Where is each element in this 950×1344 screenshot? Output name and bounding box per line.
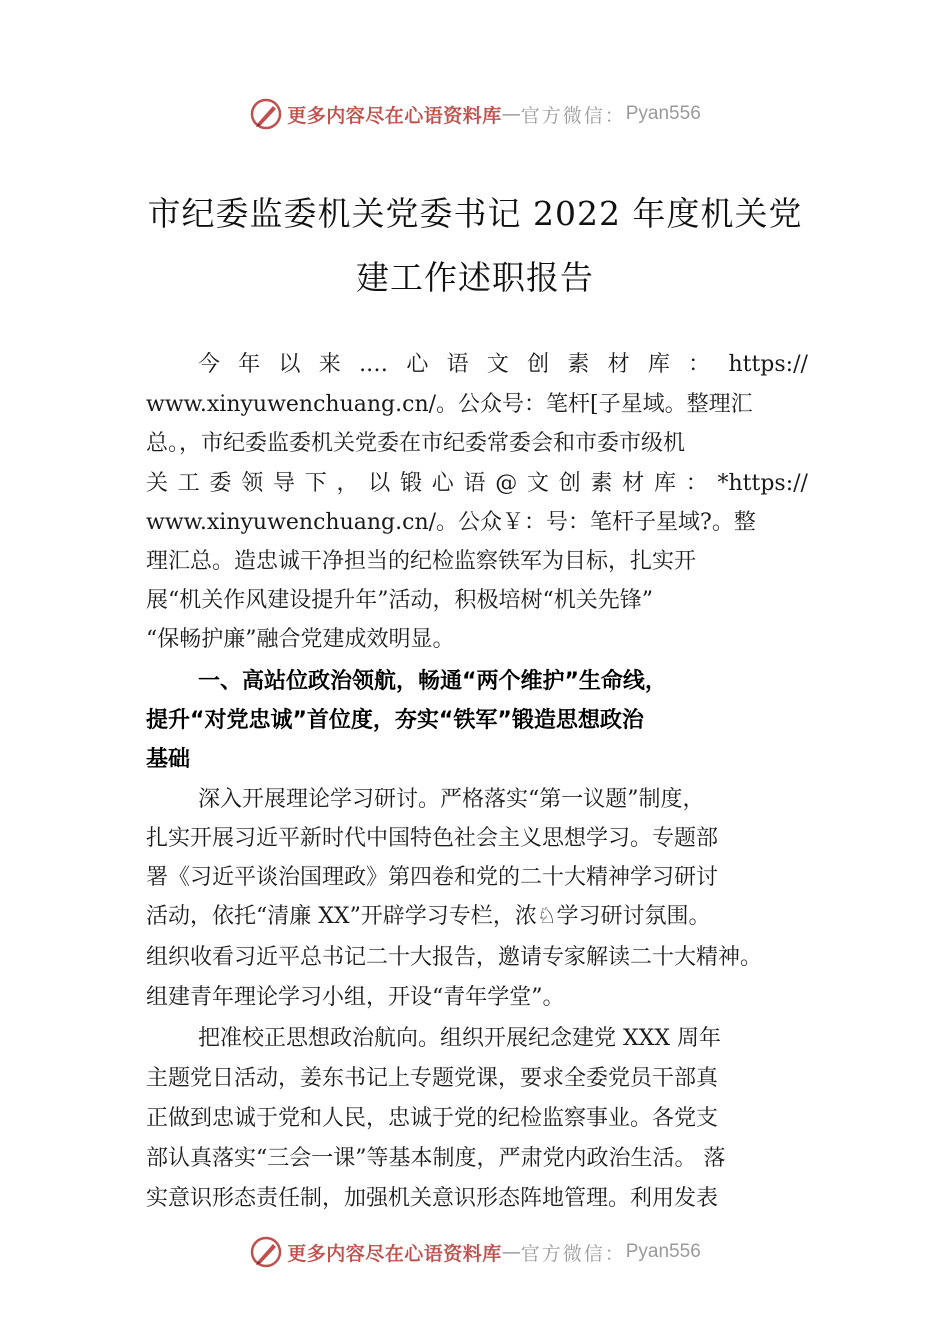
intro-line-5: www.xinyuwenchuang.cn/。公众￥：号：笔杆子星域?。整 bbox=[146, 510, 756, 535]
pen-logo-icon bbox=[249, 1235, 283, 1269]
header-banner bbox=[0, 94, 950, 134]
banner-wechat-id: Pyan556 bbox=[625, 103, 701, 124]
para2-line-3: 正做到忠诚于党和人民，忠诚于党的纪检监察事业。各党支 bbox=[146, 1106, 719, 1131]
para1-line-4: 活动，依托“清廉 XX”开辟学习专栏，浓♘学习研讨氛围。 bbox=[146, 904, 711, 929]
para2-line-2: 主题党日活动，姜东书记上专题党课，要求全委党员干部真 bbox=[146, 1066, 719, 1091]
footer-wechat-label: 官方微信： bbox=[520, 1242, 626, 1265]
para2-line-5: 实意识形态责任制，加强机关意识形态阵地管理。利用发表 bbox=[146, 1186, 719, 1211]
para2-line-4: 部认真落实“三会一课”等基本制度，严肃党内政治生活。 落 bbox=[146, 1146, 726, 1171]
section-heading-line-2: 提升“对党忠诚”首位度，夯实“铁军”锻造思想政治 bbox=[146, 708, 644, 733]
banner-separator: — bbox=[501, 103, 521, 125]
document-title-line-1: 市纪委监委机关党委书记 2022 年度机关党 bbox=[147, 194, 803, 233]
document-title-line-2: 建工作述职报告 bbox=[356, 258, 594, 297]
footer-banner bbox=[0, 1232, 950, 1272]
para2-line-1: 把准校正思想政治航向。组织开展纪念建党 XXX 周年 bbox=[198, 1026, 721, 1051]
footer-brand: 更多内容尽在心语资料库 bbox=[287, 1242, 502, 1265]
para1-line-2: 扎实开展习近平新时代中国特色社会主义思想学习。专题部 bbox=[146, 826, 719, 851]
banner-wechat-label: 官方微信： bbox=[520, 104, 626, 127]
footer-separator: — bbox=[501, 1241, 521, 1263]
para1-line-6: 组建青年理论学习小组，开设“青年学堂”。 bbox=[146, 985, 565, 1010]
intro-line-8: “保畅护廉”融合党建成效明显。 bbox=[146, 627, 455, 652]
intro-line-7: 展“机关作风建设提升年”活动，积极培树“机关先锋” bbox=[146, 588, 653, 613]
para1-line-5: 组织收看习近平总书记二十大报告，邀请专家解读二十大精神。 bbox=[146, 945, 763, 970]
intro-line-2: www.xinyuwenchuang.cn/。公众号：笔杆[子星域。整理汇 bbox=[146, 392, 753, 417]
intro-line-4: 关 工 委 领 导 下 ， 以 锻 心 语 @ 文 创 素 材 库 ： *https:// bbox=[146, 471, 808, 496]
intro-line-1: 今 年 以 来 .… 心 语 文 创 素 材 库 ： https:// bbox=[198, 352, 808, 377]
section-heading-line-1: 一、高站位政治领航，畅通“两个维护”生命线， bbox=[198, 669, 667, 694]
intro-line-3: 总。，市纪委监委机关党委在市纪委常委会和市委市级机 bbox=[146, 431, 686, 456]
para1-line-1: 深入开展理论学习研讨。严格落实“第一议题”制度， bbox=[198, 787, 705, 812]
footer-wechat-id: Pyan556 bbox=[625, 1241, 701, 1262]
para1-line-3: 署《习近平谈治国理政》第四卷和党的二十大精神学习研讨 bbox=[146, 865, 719, 890]
pen-logo-icon bbox=[249, 97, 283, 131]
intro-line-6: 理汇总。造忠诚干净担当的纪检监察铁军为目标，扎实开 bbox=[146, 549, 697, 574]
banner-brand: 更多内容尽在心语资料库 bbox=[287, 104, 502, 127]
section-heading-line-3: 基础 bbox=[146, 747, 191, 772]
